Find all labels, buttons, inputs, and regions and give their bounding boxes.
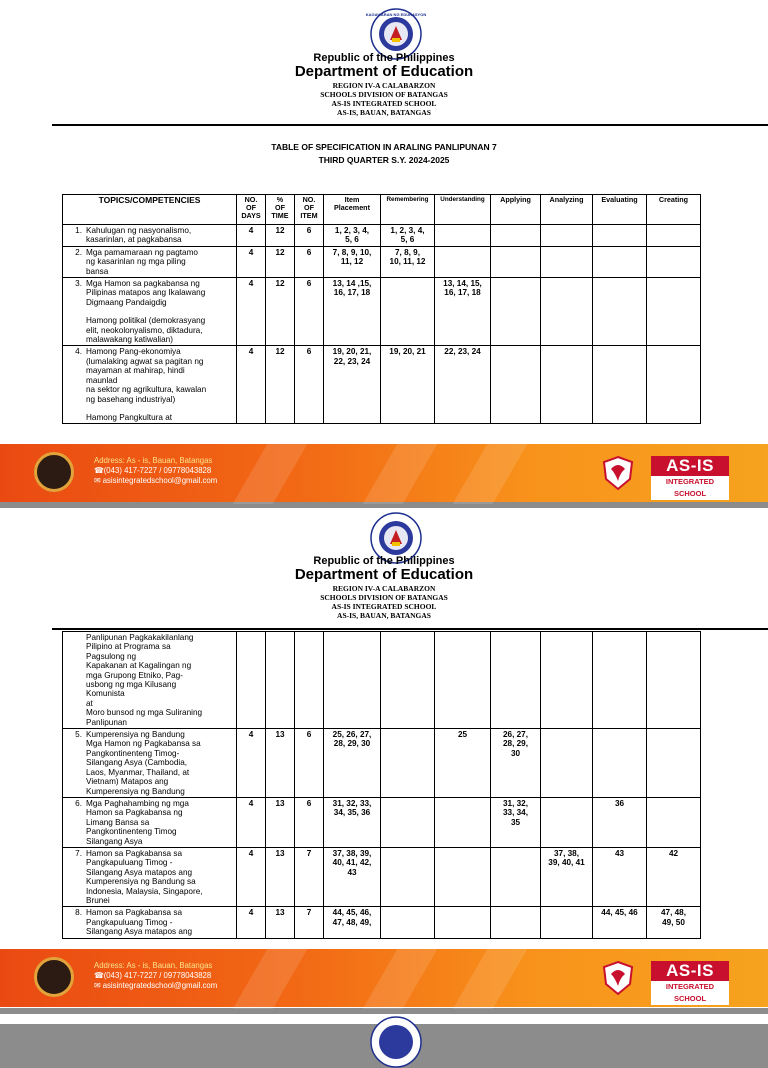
time-cell: 13 — [266, 797, 295, 847]
items-cell — [295, 632, 324, 729]
understanding-cell — [435, 632, 491, 729]
creating-cell — [647, 225, 701, 247]
republic-label: Republic of the Philippines — [313, 555, 455, 567]
header-evaluating: Evaluating — [593, 195, 647, 225]
header-items: NO. OF ITEM — [295, 195, 324, 225]
header-analyzing: Analyzing — [541, 195, 593, 225]
table-row — [63, 907, 701, 938]
school-label: AS-IS INTEGRATED SCHOOL — [331, 602, 437, 611]
page-footer — [0, 949, 768, 1007]
remembering-cell — [381, 278, 435, 346]
document-title — [0, 141, 768, 167]
topic-number: 2. — [75, 247, 82, 257]
header-time: % OF TIME — [266, 195, 295, 225]
analyzing-cell — [541, 278, 593, 346]
document-page-3 — [0, 1014, 768, 1024]
placement-cell: 44, 45, 46, 47, 48, 49, — [324, 907, 381, 938]
table-body-page-2 — [63, 632, 701, 939]
school-label: AS-IS INTEGRATED SCHOOL — [331, 99, 437, 108]
days-cell: 4 — [237, 246, 266, 277]
division-label: SCHOOLS DIVISION OF BATANGAS — [320, 593, 448, 602]
analyzing-cell — [541, 632, 593, 729]
placement-cell: 25, 26, 27, 28, 29, 30 — [324, 729, 381, 798]
evaluating-cell: 44, 45, 46 — [593, 907, 647, 938]
topic-number: 4. — [75, 347, 82, 357]
remembering-cell — [381, 847, 435, 906]
specification-table-continued — [62, 631, 701, 939]
analyzing-cell — [541, 907, 593, 938]
department-title: Department of Education — [294, 566, 474, 583]
topic-number: 7. — [75, 848, 82, 858]
table-row — [63, 346, 701, 424]
items-cell: 6 — [295, 729, 324, 798]
topic-cell: 5. Kumperensiya ng Bandung Mga Hamon ng Pagkabansa sa Pangkontinenteng Timog- Silangang Asya (Cambodia, Laos, Myanmar, Thailand, at Vietnam) Matapos ang Kumperensiya ng Bandung — [63, 729, 237, 798]
topic-number: 5. — [75, 730, 82, 740]
remembering-cell — [381, 632, 435, 729]
time-cell — [266, 632, 295, 729]
analyzing-cell — [541, 797, 593, 847]
table-row — [63, 797, 701, 847]
time-cell: 12 — [266, 225, 295, 247]
evaluating-cell — [593, 278, 647, 346]
items-cell: 6 — [295, 278, 324, 346]
remembering-cell — [381, 729, 435, 798]
days-cell: 4 — [237, 278, 266, 346]
brand-name: AS-IS — [651, 961, 729, 981]
days-cell: 4 — [237, 847, 266, 906]
creating-cell: 42 — [647, 847, 701, 906]
days-cell: 4 — [237, 225, 266, 247]
header-remembering: Remembering — [381, 195, 435, 225]
topic-cell: 3. Mga Hamon sa pagkabansa ng Pilipinas matapos ang Ikalawang Digmaang Pandaigdig Hamong politikal (demokrasyang elit, neokolonyalismo, diktadura, malawakang katiwalian) — [63, 278, 237, 346]
title-line-1: TABLE OF SPECIFICATION IN ARALING PANLIPUNAN 7 — [271, 142, 497, 152]
days-cell — [237, 632, 266, 729]
days-cell: 4 — [237, 346, 266, 424]
evaluating-cell — [593, 632, 647, 729]
evaluating-cell — [593, 225, 647, 247]
applying-cell — [491, 278, 541, 346]
applying-cell — [491, 847, 541, 906]
school-brand — [651, 456, 729, 498]
topic-number: 1. — [75, 226, 82, 235]
table-row — [63, 278, 701, 346]
school-brand — [651, 961, 729, 1003]
remembering-cell — [381, 797, 435, 847]
applying-cell — [491, 632, 541, 729]
time-cell: 12 — [266, 346, 295, 424]
topic-cell: 2. Mga pamamaraan ng pagtamo ng kasarinlan ng mga piling bansa — [63, 246, 237, 277]
footer-address: Address: As - is, Bauan, Batangas — [94, 456, 213, 465]
creating-cell — [647, 278, 701, 346]
title-line-2: THIRD QUARTER S.Y. 2024-2025 — [318, 155, 450, 165]
division-label: SCHOOLS DIVISION OF BATANGAS — [320, 90, 448, 99]
header-days: NO. OF DAYS — [237, 195, 266, 225]
shield-crest-icon — [600, 960, 636, 996]
specification-table — [62, 194, 701, 424]
understanding-cell: 25 — [435, 729, 491, 798]
analyzing-cell — [541, 729, 593, 798]
creating-cell — [647, 632, 701, 729]
header-placement: Item Placement — [324, 195, 381, 225]
time-cell: 13 — [266, 729, 295, 798]
applying-cell — [491, 225, 541, 247]
footer-phone: ☎(043) 417-7227 / 09778043828 — [94, 466, 212, 475]
topic-cell: 7. Hamon sa Pagkabansa sa Pangkapuluang Timog - Silangang Asya matapos ang Kumperensiya ng Bandung sa Indonesia, Malaysia, Singapore, Brunei — [63, 847, 237, 906]
placement-cell: 13, 14 ,15, 16, 17, 18 — [324, 278, 381, 346]
analyzing-cell: 37, 38, 39, 40, 41 — [541, 847, 593, 906]
header-divider — [52, 124, 768, 126]
applying-cell: 31, 32, 33, 34, 35 — [491, 797, 541, 847]
creating-cell — [647, 729, 701, 798]
table-body-page-1 — [63, 225, 701, 424]
items-cell: 6 — [295, 225, 324, 247]
region-label: REGION IV-A CALABARZON — [332, 81, 436, 90]
placement-cell: 31, 32, 33, 34, 35, 36 — [324, 797, 381, 847]
header-divider — [52, 628, 768, 630]
remembering-cell: 1, 2, 3, 4, 5, 6 — [381, 225, 435, 247]
evaluating-cell: 43 — [593, 847, 647, 906]
remembering-cell: 19, 20, 21 — [381, 346, 435, 424]
items-cell: 6 — [295, 346, 324, 424]
topic-number: 8. — [75, 908, 82, 918]
table-row — [63, 729, 701, 798]
topic-number: 6. — [75, 798, 82, 808]
footer-email: ✉ asisintegratedschool@gmail.com — [94, 981, 218, 990]
table-row — [63, 847, 701, 906]
brand-tag: INTEGRATED SCHOOL — [651, 981, 729, 1005]
creating-cell — [647, 797, 701, 847]
days-cell: 4 — [237, 907, 266, 938]
creating-cell — [647, 246, 701, 277]
remembering-cell: 7, 8, 9, 10, 11, 12 — [381, 246, 435, 277]
applying-cell — [491, 907, 541, 938]
time-cell: 13 — [266, 847, 295, 906]
creating-cell — [647, 346, 701, 424]
placement-cell: 1, 2, 3, 4, 5, 6 — [324, 225, 381, 247]
analyzing-cell — [541, 246, 593, 277]
seal-text: KAGAWARAN NG EDUKASYON — [365, 12, 427, 17]
table-row — [63, 225, 701, 247]
table-row — [63, 632, 701, 729]
region-label: REGION IV-A CALABARZON — [332, 584, 436, 593]
topic-cell: 6. Mga Paghahambing ng mga Hamon sa Pagkabansa ng Limang Bansa sa Pangkontinenteng Timog Silangang Asya — [63, 797, 237, 847]
shield-crest-icon — [600, 455, 636, 491]
school-logo-icon — [34, 452, 74, 492]
understanding-cell — [435, 797, 491, 847]
topic-cell: 8. Hamon sa Pagkabansa sa Pangkapuluang Timog - Silangang Asya matapos ang — [63, 907, 237, 938]
placement-cell: 37, 38, 39, 40, 41, 42, 43 — [324, 847, 381, 906]
days-cell: 4 — [237, 729, 266, 798]
placement-cell: 7, 8, 9, 10, 11, 12 — [324, 246, 381, 277]
topic-cell: 1. Kahulugan ng nasyonalismo, kasarinlan, at pagkabansa — [63, 225, 237, 247]
table-row — [63, 246, 701, 277]
header-applying: Applying — [491, 195, 541, 225]
evaluating-cell — [593, 346, 647, 424]
items-cell: 6 — [295, 797, 324, 847]
header-understanding: Understanding — [435, 195, 491, 225]
footer-address: Address: As - is, Bauan, Batangas — [94, 961, 213, 970]
department-title: Department of Education — [294, 63, 474, 80]
document-page-2 — [0, 508, 768, 1008]
items-cell: 7 — [295, 907, 324, 938]
time-cell: 12 — [266, 278, 295, 346]
applying-cell: 26, 27, 28, 29, 30 — [491, 729, 541, 798]
document-page-1 — [0, 0, 768, 502]
brand-tag: INTEGRATED SCHOOL — [651, 476, 729, 500]
footer-phone: ☎(043) 417-7227 / 09778043828 — [94, 971, 212, 980]
remembering-cell — [381, 907, 435, 938]
topic-number: 3. — [75, 279, 82, 289]
items-cell: 6 — [295, 246, 324, 277]
evaluating-cell: 36 — [593, 797, 647, 847]
footer-contact — [94, 456, 217, 486]
footer-email: ✉ asisintegratedschool@gmail.com — [94, 476, 218, 485]
understanding-cell: 13, 14, 15, 16, 17, 18 — [435, 278, 491, 346]
items-cell: 7 — [295, 847, 324, 906]
applying-cell — [491, 246, 541, 277]
topic-cell: Panlipunan Pagkakakilanlang Pilipino at Programa sa Pagsulong ng Kapakanan at Kagalingan ng mga Grupong Etniko, Pag- usbong ng mga Kilusang Komunista at Moro bunsod ng mga Suliraning Panlipunan — [63, 632, 237, 729]
creating-cell: 47, 48, 49, 50 — [647, 907, 701, 938]
understanding-cell — [435, 246, 491, 277]
evaluating-cell — [593, 729, 647, 798]
time-cell: 12 — [266, 246, 295, 277]
deped-seal-icon — [370, 1016, 422, 1068]
page-footer — [0, 444, 768, 502]
location-label: AS-IS, BAUAN, BATANGAS — [337, 108, 431, 117]
header-creating: Creating — [647, 195, 701, 225]
placement-cell: 19, 20, 21, 22, 23, 24 — [324, 346, 381, 424]
understanding-cell — [435, 847, 491, 906]
evaluating-cell — [593, 246, 647, 277]
time-cell: 13 — [266, 907, 295, 938]
republic-label: Republic of the Philippines — [313, 52, 455, 64]
header-topics: TOPICS/COMPETENCIES — [63, 195, 237, 225]
location-label: AS-IS, BAUAN, BATANGAS — [337, 611, 431, 620]
topic-cell: 4. Hamong Pang-ekonomiya (lumalaking agwat sa pagitan ng mayaman at mahirap, hindi maunlad na sektor ng agrikultura, kawalan ng basehang industriyal) Hamong Pangkultura at — [63, 346, 237, 424]
analyzing-cell — [541, 346, 593, 424]
school-logo-icon — [34, 957, 74, 997]
footer-contact — [94, 961, 217, 991]
placement-cell — [324, 632, 381, 729]
brand-name: AS-IS — [651, 456, 729, 476]
analyzing-cell — [541, 225, 593, 247]
applying-cell — [491, 346, 541, 424]
understanding-cell: 22, 23, 24 — [435, 346, 491, 424]
days-cell: 4 — [237, 797, 266, 847]
understanding-cell — [435, 907, 491, 938]
understanding-cell — [435, 225, 491, 247]
